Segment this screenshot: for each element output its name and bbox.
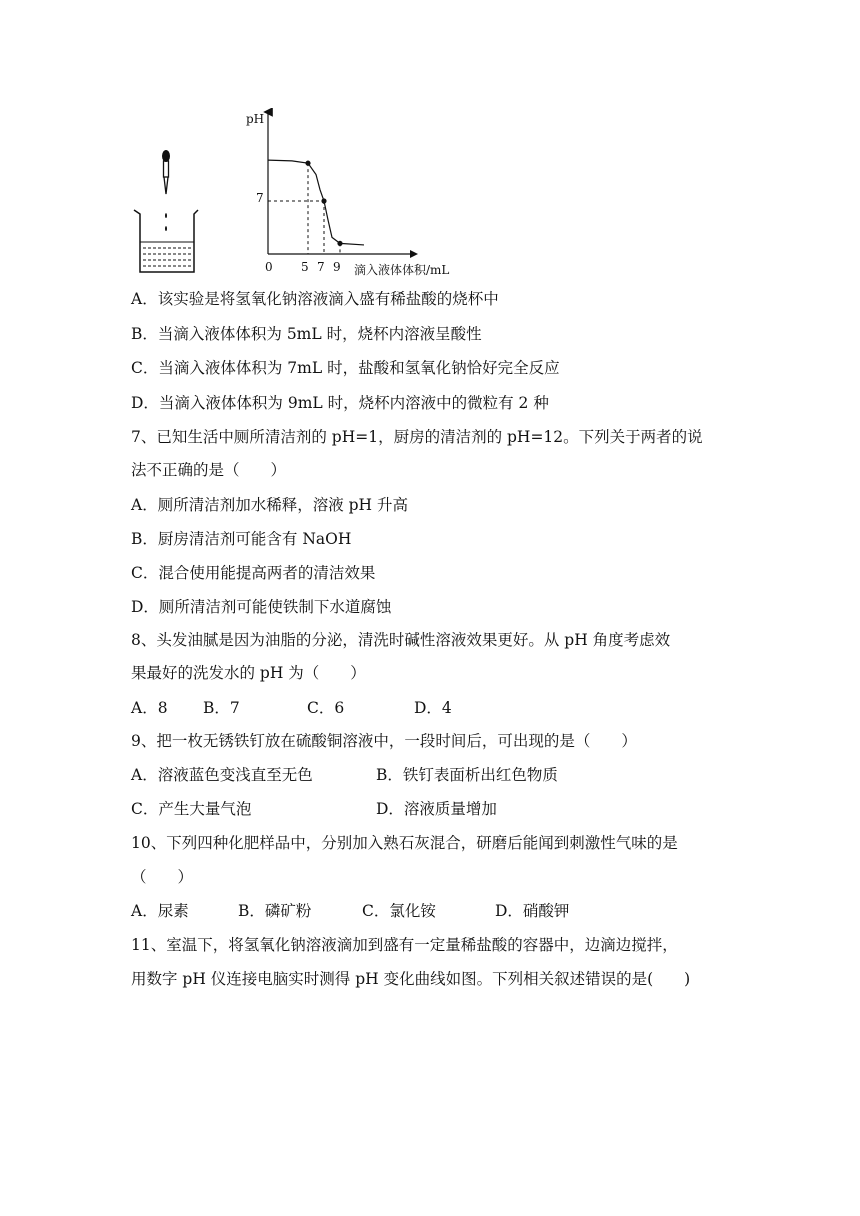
q10-option-a: A．尿素 bbox=[131, 902, 189, 920]
q10-option-c: C．氯化铵 bbox=[362, 902, 436, 920]
ph-curve bbox=[268, 160, 364, 245]
ph-chart bbox=[246, 112, 449, 277]
x-tick-7: 7 bbox=[317, 260, 325, 274]
q11-stem-line2: 用数字 pH 仪连接电脑实时测得 pH 变化曲线如图。下列相关叙述错误的是( ) bbox=[131, 970, 691, 988]
data-point-7ml bbox=[321, 198, 326, 203]
x-tick-5: 5 bbox=[301, 260, 309, 274]
q9-option-b: B．铁钉表面析出红色物质 bbox=[376, 766, 558, 784]
q6-option-c: C．当滴入液体体积为 7mL 时，盐酸和氢氧化钠恰好完全反应 bbox=[131, 359, 560, 377]
experiment-figure bbox=[128, 108, 488, 284]
q8-stem-line1: 8、头发油腻是因为油脂的分泌，清洗时碱性溶液效果更好。从 pH 角度考虑效 bbox=[131, 631, 671, 649]
q7-option-d: D．厕所清洁剂可能使铁制下水道腐蚀 bbox=[131, 598, 392, 616]
dropper-icon bbox=[162, 150, 170, 231]
q7-stem-line2: 法不正确的是（ ） bbox=[131, 461, 287, 479]
beaker-icon bbox=[134, 210, 198, 272]
q9-option-c: C．产生大量气泡 bbox=[131, 800, 252, 818]
q10-stem-line2: （ ） bbox=[131, 868, 194, 886]
q8-option-c: C．6 bbox=[307, 699, 345, 717]
x-axis-arrow bbox=[410, 250, 418, 258]
y-axis-label: pH bbox=[246, 112, 265, 126]
data-point-9ml bbox=[337, 241, 342, 246]
q7-option-c: C．混合使用能提高两者的清洁效果 bbox=[131, 564, 376, 582]
y-tick-7: 7 bbox=[256, 191, 264, 205]
q6-option-a: A．该实验是将氢氧化钠溶液滴入盛有稀盐酸的烧杯中 bbox=[131, 290, 499, 308]
q7-stem-line1: 7、已知生活中厕所清洁剂的 pH=1，厨房的清洁剂的 pH=12。下列关于两者的说 bbox=[131, 428, 703, 446]
q9-option-a: A．溶液蓝色变浅直至无色 bbox=[131, 766, 313, 784]
q11-stem-line1: 11、室温下，将氢氧化钠溶液滴加到盛有一定量稀盐酸的容器中，边滴边搅拌， bbox=[131, 936, 678, 954]
q7-option-a: A．厕所清洁剂加水稀释，溶液 pH 升高 bbox=[131, 496, 408, 514]
q8-option-a: A．8 bbox=[131, 699, 168, 717]
q9-stem: 9、把一枚无锈铁钉放在硫酸铜溶液中，一段时间后，可出现的是（ ） bbox=[131, 732, 637, 750]
q9-option-d: D．溶液质量增加 bbox=[376, 800, 497, 818]
q10-stem-line1: 10、下列四种化肥样品中，分别加入熟石灰混合，研磨后能闻到刺激性气味的是 bbox=[131, 834, 678, 852]
x-axis-label: 滴入液体体积/mL bbox=[354, 263, 450, 277]
q10-option-b: B．磷矿粉 bbox=[238, 902, 312, 920]
q8-option-b: B．7 bbox=[203, 699, 240, 717]
q6-option-d: D．当滴入液体体积为 9mL 时，烧杯内溶液中的微粒有 2 种 bbox=[131, 394, 549, 412]
x-tick-9: 9 bbox=[333, 260, 341, 274]
q8-option-d: D．4 bbox=[414, 699, 452, 717]
q7-option-b: B．厨房清洁剂可能含有 NaOH bbox=[131, 530, 352, 548]
q10-option-d: D．硝酸钾 bbox=[495, 902, 570, 920]
q8-stem-line2: 果最好的洗发水的 pH 为（ ） bbox=[131, 664, 366, 682]
data-point-5ml bbox=[305, 161, 310, 166]
q6-option-b: B．当滴入液体体积为 5mL 时，烧杯内溶液呈酸性 bbox=[131, 325, 482, 343]
x-origin-label: 0 bbox=[265, 260, 273, 274]
